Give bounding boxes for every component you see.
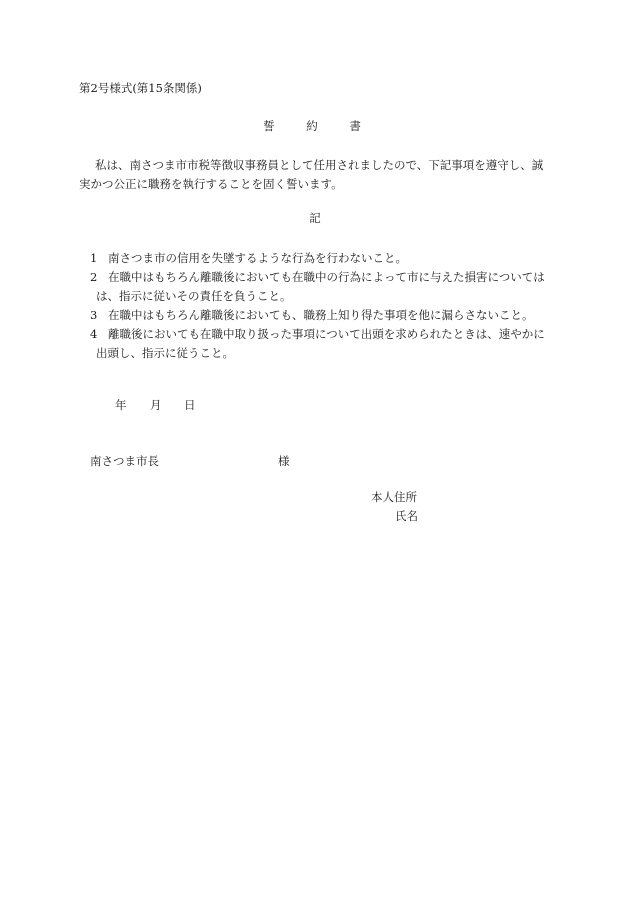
ki-heading: 記 <box>309 211 321 225</box>
item-number: 1 <box>90 251 98 265</box>
list-item <box>90 306 560 325</box>
item-text: 南さつま市の信用を失墜するような行為を行わないこと。 <box>108 251 407 265</box>
signer-name-label: 氏名 <box>395 509 418 523</box>
list-item <box>90 325 560 363</box>
date-year-label: 年 <box>115 398 127 412</box>
addressee-honorific: 様 <box>278 454 290 468</box>
list-item <box>90 268 560 306</box>
form-number: 第2号様式(第15条関係) <box>79 81 202 95</box>
item-number: 4 <box>90 327 98 341</box>
item-continuation: は、指示に従いその責任を負うこと。 <box>96 289 292 303</box>
item-text: 離職後においても在職中取り扱った事項について出頭を求められたときは、速やかに <box>108 327 545 341</box>
item-text: 在職中はもちろん離職後においても在職中の行為によって市に与えた損害については <box>108 270 545 284</box>
document-title: 誓 約 書 <box>263 119 375 133</box>
pledge-line-2: 実かつ公正に職務を執行することを固く誓います。 <box>79 177 343 191</box>
list-item <box>90 249 560 268</box>
pledge-line-1: 私は、南さつま市市税等徴収事務員として任用されましたので、下記事項を遵守し、誠 <box>95 158 544 172</box>
item-continuation: 出頭し、指示に従うこと。 <box>96 346 234 360</box>
signer-address-label: 本人住所 <box>371 490 417 504</box>
item-number: 2 <box>90 270 98 284</box>
item-number: 3 <box>90 308 98 322</box>
addressee-name: 南さつま市長 <box>90 454 159 468</box>
date-month-label: 月 <box>150 398 162 412</box>
item-text: 在職中はもちろん離職後においても、職務上知り得た事項を他に漏らさないこと。 <box>108 308 534 322</box>
pledge-paragraph <box>79 156 549 194</box>
date-day-label: 日 <box>184 398 196 412</box>
